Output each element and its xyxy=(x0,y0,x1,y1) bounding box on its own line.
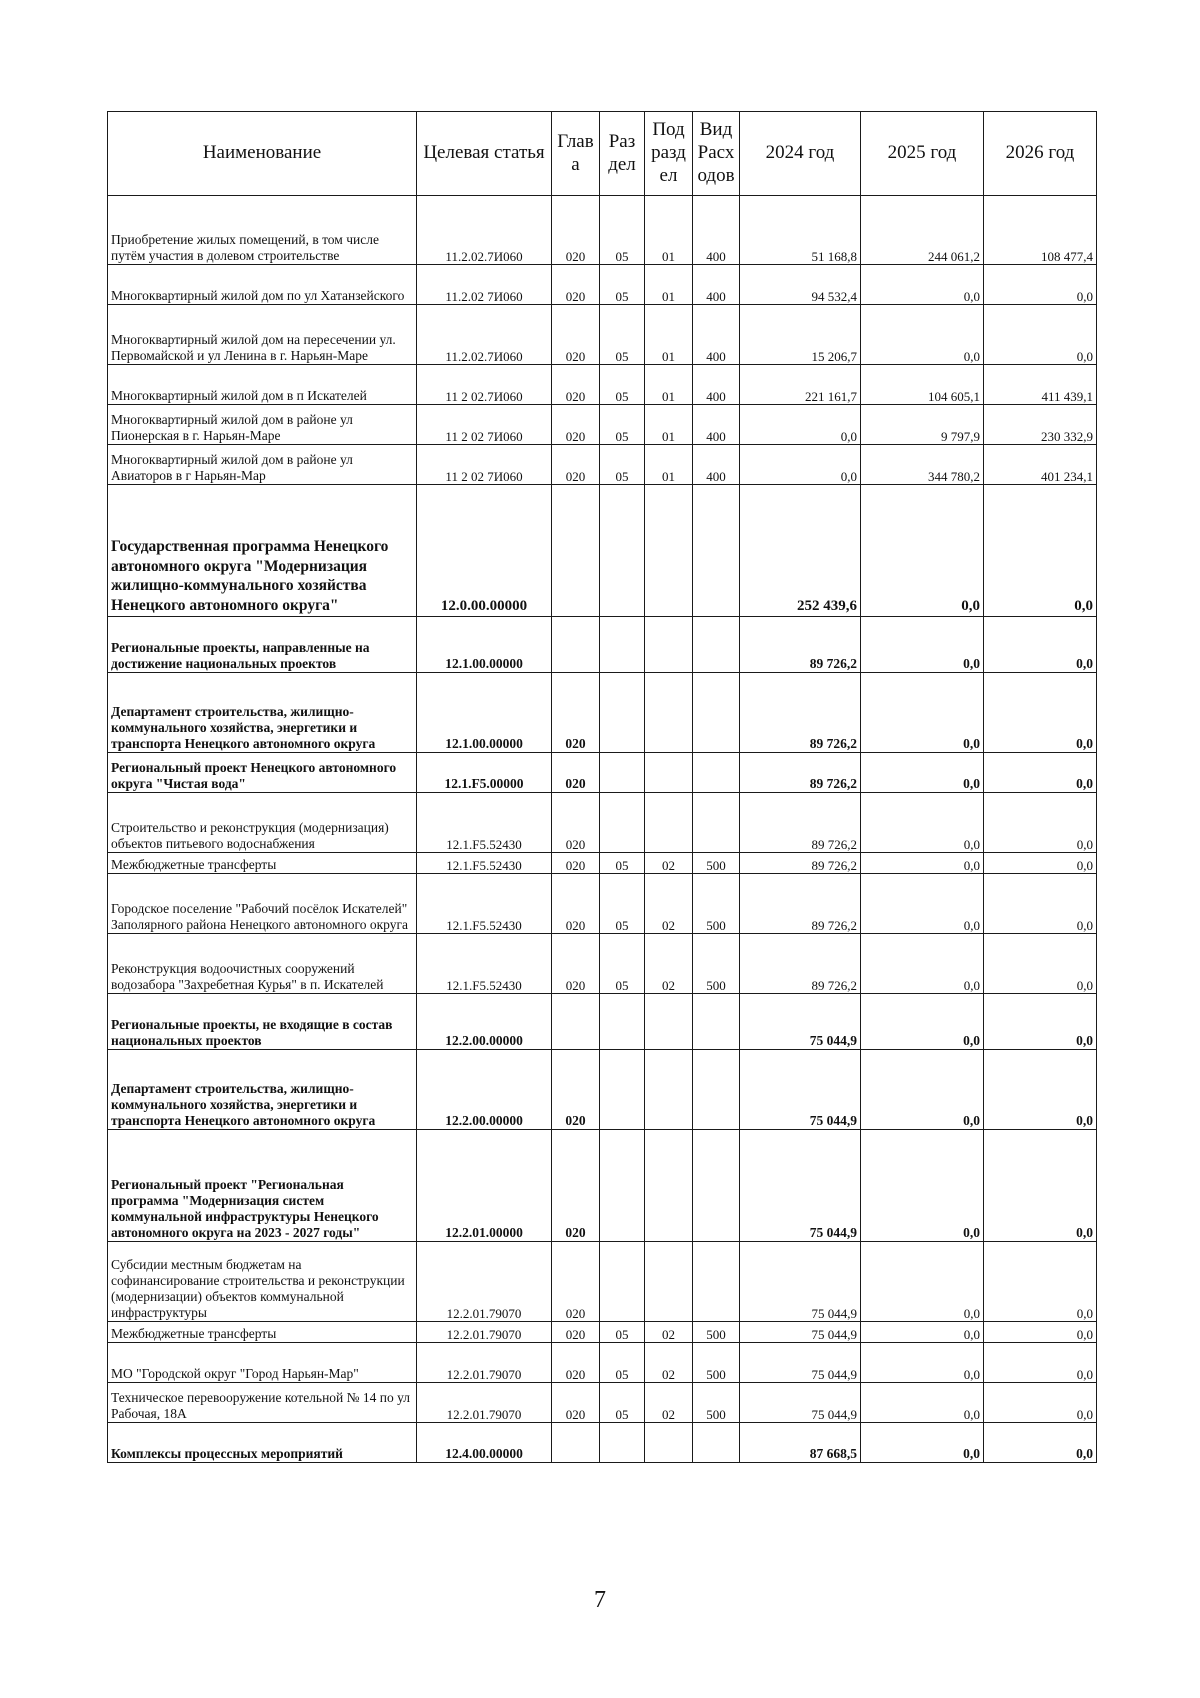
row-value-2024: 75 044,9 xyxy=(740,1343,861,1383)
row-subsection: 02 xyxy=(645,1322,693,1343)
row-expense-type: 400 xyxy=(693,305,740,365)
row-subsection xyxy=(645,1130,693,1242)
row-name: Техническое перевооружение котельной № 14 по ул Рабочая, 18А xyxy=(108,1383,417,1423)
row-value-2025: 0,0 xyxy=(861,994,984,1050)
row-expense-type xyxy=(693,1050,740,1130)
row-expense-type: 500 xyxy=(693,853,740,874)
row-subsection: 01 xyxy=(645,365,693,405)
row-section: 05 xyxy=(600,405,645,445)
row-value-2026: 0,0 xyxy=(984,1242,1097,1322)
row-chapter: 020 xyxy=(552,1050,600,1130)
header-year-2026: 2026 год xyxy=(984,112,1097,196)
row-name: Региональные проекты, не входящие в состав национальных проектов xyxy=(108,994,417,1050)
table-row xyxy=(108,405,1097,445)
table-row xyxy=(108,1322,1097,1343)
row-value-2026: 0,0 xyxy=(984,753,1097,793)
row-expense-type: 400 xyxy=(693,405,740,445)
row-subsection xyxy=(645,994,693,1050)
row-value-2024: 15 206,7 xyxy=(740,305,861,365)
row-value-2025: 0,0 xyxy=(861,673,984,753)
row-value-2025: 104 605,1 xyxy=(861,365,984,405)
row-subsection xyxy=(645,793,693,853)
row-article: 12.2.00.00000 xyxy=(417,1050,552,1130)
table-row xyxy=(108,196,1097,265)
row-value-2026: 411 439,1 xyxy=(984,365,1097,405)
row-section xyxy=(600,1423,645,1463)
row-expense-type: 500 xyxy=(693,874,740,934)
row-subsection xyxy=(645,1050,693,1130)
row-chapter: 020 xyxy=(552,445,600,485)
row-chapter: 020 xyxy=(552,196,600,265)
row-value-2025: 0,0 xyxy=(861,1343,984,1383)
row-chapter: 020 xyxy=(552,1130,600,1242)
row-article: 12.1.F5.52430 xyxy=(417,934,552,994)
row-value-2026: 0,0 xyxy=(984,853,1097,874)
row-chapter: 020 xyxy=(552,265,600,305)
row-article: 11 2 02.7И060 xyxy=(417,365,552,405)
row-article: 11 2 02 7И060 xyxy=(417,445,552,485)
row-value-2026: 0,0 xyxy=(984,485,1097,617)
row-article: 12.1.F5.52430 xyxy=(417,793,552,853)
row-value-2026: 401 234,1 xyxy=(984,445,1097,485)
row-name: Государственная программа Ненецкого автономного округа "Модернизация жилищно-коммунального хозяйства Ненецкого автономного округа" xyxy=(108,485,417,617)
row-value-2026: 0,0 xyxy=(984,874,1097,934)
row-value-2025: 0,0 xyxy=(861,1322,984,1343)
row-value-2024: 89 726,2 xyxy=(740,753,861,793)
row-subsection xyxy=(645,1242,693,1322)
table-row xyxy=(108,853,1097,874)
row-value-2025: 344 780,2 xyxy=(861,445,984,485)
row-section: 05 xyxy=(600,874,645,934)
row-section: 05 xyxy=(600,1343,645,1383)
row-name: Региональные проекты, направленные на достижение национальных проектов xyxy=(108,617,417,673)
row-section xyxy=(600,1050,645,1130)
table-row xyxy=(108,365,1097,405)
row-section: 05 xyxy=(600,365,645,405)
row-chapter: 020 xyxy=(552,934,600,994)
row-value-2025: 0,0 xyxy=(861,1242,984,1322)
row-article: 12.1.00.00000 xyxy=(417,617,552,673)
row-subsection: 02 xyxy=(645,934,693,994)
row-name: Региональный проект "Региональная программа "Модернизация систем коммунальной инфраструктуры Ненецкого автономного округа на 2023 - 2027 годы" xyxy=(108,1130,417,1242)
row-value-2025: 0,0 xyxy=(861,1050,984,1130)
row-article: 11.2.02 7И060 xyxy=(417,265,552,305)
table-row xyxy=(108,874,1097,934)
row-value-2024: 89 726,2 xyxy=(740,874,861,934)
row-expense-type xyxy=(693,1423,740,1463)
row-article: 12.2.01.00000 xyxy=(417,1130,552,1242)
row-name: Межбюджетные трансферты xyxy=(108,853,417,874)
row-name: Приобретение жилых помещений, в том числе путём участия в долевом строительстве xyxy=(108,196,417,265)
row-expense-type: 400 xyxy=(693,265,740,305)
row-article: 11.2.02.7И060 xyxy=(417,305,552,365)
row-value-2025: 244 061,2 xyxy=(861,196,984,265)
row-chapter xyxy=(552,994,600,1050)
row-subsection: 02 xyxy=(645,853,693,874)
header-name: Наименование xyxy=(108,112,417,196)
row-value-2026: 108 477,4 xyxy=(984,196,1097,265)
row-chapter: 020 xyxy=(552,753,600,793)
row-subsection: 02 xyxy=(645,874,693,934)
row-section xyxy=(600,1130,645,1242)
table-row xyxy=(108,1050,1097,1130)
table-row xyxy=(108,934,1097,994)
header-year-2024: 2024 год xyxy=(740,112,861,196)
row-section xyxy=(600,793,645,853)
row-value-2026: 230 332,9 xyxy=(984,405,1097,445)
row-chapter: 020 xyxy=(552,405,600,445)
row-value-2025: 0,0 xyxy=(861,793,984,853)
header-chapter: Глав а xyxy=(552,112,600,196)
row-subsection: 01 xyxy=(645,305,693,365)
row-value-2024: 75 044,9 xyxy=(740,1130,861,1242)
row-section: 05 xyxy=(600,196,645,265)
row-chapter: 020 xyxy=(552,1322,600,1343)
row-value-2026: 0,0 xyxy=(984,617,1097,673)
row-value-2024: 75 044,9 xyxy=(740,1322,861,1343)
row-name: Реконструкция водоочистных сооружений водозабора "Захребетная Курья" в п. Искателей xyxy=(108,934,417,994)
row-expense-type: 500 xyxy=(693,1322,740,1343)
row-value-2024: 75 044,9 xyxy=(740,1242,861,1322)
row-value-2025: 0,0 xyxy=(861,853,984,874)
row-subsection: 02 xyxy=(645,1343,693,1383)
row-section: 05 xyxy=(600,445,645,485)
row-value-2025: 0,0 xyxy=(861,305,984,365)
row-section xyxy=(600,1242,645,1322)
row-section: 05 xyxy=(600,1322,645,1343)
row-expense-type xyxy=(693,1242,740,1322)
row-value-2025: 0,0 xyxy=(861,753,984,793)
row-subsection xyxy=(645,485,693,617)
row-value-2026: 0,0 xyxy=(984,1383,1097,1423)
table-row xyxy=(108,994,1097,1050)
row-subsection: 01 xyxy=(645,196,693,265)
row-article: 12.0.00.00000 xyxy=(417,485,552,617)
row-value-2024: 75 044,9 xyxy=(740,1050,861,1130)
table-header-row xyxy=(108,112,1097,196)
row-value-2025: 0,0 xyxy=(861,1423,984,1463)
row-value-2024: 0,0 xyxy=(740,405,861,445)
header-section: Раз дел xyxy=(600,112,645,196)
page-number: 7 xyxy=(594,1587,606,1613)
row-expense-type: 500 xyxy=(693,1343,740,1383)
row-name: Многоквартирный жилой дом на пересечении ул. Первомайской и ул Ленина в г. Нарьян-Маре xyxy=(108,305,417,365)
row-expense-type xyxy=(693,793,740,853)
row-article: 12.2.01.79070 xyxy=(417,1343,552,1383)
row-subsection xyxy=(645,673,693,753)
table-body xyxy=(108,196,1097,1463)
row-expense-type xyxy=(693,673,740,753)
row-value-2026: 0,0 xyxy=(984,934,1097,994)
row-article: 12.2.00.00000 xyxy=(417,994,552,1050)
row-subsection xyxy=(645,617,693,673)
row-expense-type: 400 xyxy=(693,445,740,485)
row-section xyxy=(600,753,645,793)
row-value-2026: 0,0 xyxy=(984,1423,1097,1463)
row-expense-type: 400 xyxy=(693,196,740,265)
row-expense-type: 400 xyxy=(693,365,740,405)
row-section xyxy=(600,617,645,673)
row-article: 12.2.01.79070 xyxy=(417,1322,552,1343)
row-value-2024: 94 532,4 xyxy=(740,265,861,305)
row-value-2025: 0,0 xyxy=(861,934,984,994)
row-value-2024: 89 726,2 xyxy=(740,793,861,853)
row-section: 05 xyxy=(600,934,645,994)
budget-table xyxy=(107,111,1097,1463)
row-value-2024: 252 439,6 xyxy=(740,485,861,617)
row-value-2024: 75 044,9 xyxy=(740,994,861,1050)
row-name: Региональный проект Ненецкого автономного округа "Чистая вода" xyxy=(108,753,417,793)
row-value-2026: 0,0 xyxy=(984,1050,1097,1130)
row-value-2024: 75 044,9 xyxy=(740,1383,861,1423)
row-chapter: 020 xyxy=(552,793,600,853)
row-value-2024: 0,0 xyxy=(740,445,861,485)
row-value-2026: 0,0 xyxy=(984,265,1097,305)
row-name: МО "Городской округ "Город Нарьян-Мар" xyxy=(108,1343,417,1383)
row-chapter: 020 xyxy=(552,1383,600,1423)
row-name: Субсидии местным бюджетам на софинансирование строительства и реконструкции (модернизации) объектов коммунальной инфраструктуры xyxy=(108,1242,417,1322)
row-value-2024: 89 726,2 xyxy=(740,853,861,874)
row-value-2026: 0,0 xyxy=(984,305,1097,365)
row-expense-type xyxy=(693,1130,740,1242)
table-row xyxy=(108,793,1097,853)
row-article: 11.2.02.7И060 xyxy=(417,196,552,265)
row-value-2025: 0,0 xyxy=(861,265,984,305)
table-row xyxy=(108,673,1097,753)
row-subsection: 01 xyxy=(645,405,693,445)
row-value-2025: 0,0 xyxy=(861,485,984,617)
row-chapter: 020 xyxy=(552,853,600,874)
row-expense-type xyxy=(693,617,740,673)
row-chapter xyxy=(552,617,600,673)
row-subsection: 01 xyxy=(645,445,693,485)
row-name: Департамент строительства, жилищно-коммунального хозяйства, энергетики и транспорта Ненецкого автономного округа xyxy=(108,673,417,753)
row-section: 05 xyxy=(600,853,645,874)
row-chapter: 020 xyxy=(552,1242,600,1322)
row-chapter xyxy=(552,485,600,617)
row-name: Городское поселение "Рабочий посёлок Искателей" Заполярного района Ненецкого автономного округа xyxy=(108,874,417,934)
row-expense-type xyxy=(693,753,740,793)
row-chapter: 020 xyxy=(552,365,600,405)
row-name: Межбюджетные трансферты xyxy=(108,1322,417,1343)
row-name: Многоквартирный жилой дом по ул Хатанзейского xyxy=(108,265,417,305)
row-article: 12.4.00.00000 xyxy=(417,1423,552,1463)
row-name: Департамент строительства, жилищно-коммунального хозяйства, энергетики и транспорта Ненецкого автономного округа xyxy=(108,1050,417,1130)
row-value-2024: 87 668,5 xyxy=(740,1423,861,1463)
row-value-2025: 0,0 xyxy=(861,1383,984,1423)
row-name: Строительство и реконструкция (модернизация) объектов питьевого водоснабжения xyxy=(108,793,417,853)
row-section: 05 xyxy=(600,1383,645,1423)
row-name: Комплексы процессных мероприятий xyxy=(108,1423,417,1463)
row-section: 05 xyxy=(600,305,645,365)
row-value-2024: 89 726,2 xyxy=(740,673,861,753)
row-article: 12.1.F5.00000 xyxy=(417,753,552,793)
row-article: 12.2.01.79070 xyxy=(417,1383,552,1423)
row-value-2025: 0,0 xyxy=(861,1130,984,1242)
row-expense-type xyxy=(693,994,740,1050)
row-chapter: 020 xyxy=(552,874,600,934)
row-value-2026: 0,0 xyxy=(984,793,1097,853)
row-chapter: 020 xyxy=(552,305,600,365)
row-chapter: 020 xyxy=(552,673,600,753)
table-row xyxy=(108,617,1097,673)
row-value-2025: 0,0 xyxy=(861,617,984,673)
row-name: Многоквартирный жилой дом в районе ул Пионерская в г. Нарьян-Маре xyxy=(108,405,417,445)
row-section: 05 xyxy=(600,265,645,305)
row-name: Многоквартирный жилой дом в п Искателей xyxy=(108,365,417,405)
header-article: Целевая статья xyxy=(417,112,552,196)
row-subsection: 02 xyxy=(645,1383,693,1423)
row-section xyxy=(600,485,645,617)
table-row xyxy=(108,753,1097,793)
table-row xyxy=(108,305,1097,365)
table-row xyxy=(108,485,1097,617)
header-subsection: Под разд ел xyxy=(645,112,693,196)
row-section xyxy=(600,994,645,1050)
row-article: 12.1.F5.52430 xyxy=(417,874,552,934)
header-year-2025: 2025 год xyxy=(861,112,984,196)
row-value-2025: 9 797,9 xyxy=(861,405,984,445)
row-chapter: 020 xyxy=(552,1343,600,1383)
row-name: Многоквартирный жилой дом в районе ул Авиаторов в г Нарьян-Мар xyxy=(108,445,417,485)
row-section xyxy=(600,673,645,753)
table-row xyxy=(108,265,1097,305)
table-row xyxy=(108,1343,1097,1383)
table-row xyxy=(108,1423,1097,1463)
row-article: 11 2 02 7И060 xyxy=(417,405,552,445)
row-value-2024: 89 726,2 xyxy=(740,934,861,994)
row-subsection xyxy=(645,1423,693,1463)
row-expense-type: 500 xyxy=(693,934,740,994)
table-row xyxy=(108,1130,1097,1242)
table-row xyxy=(108,445,1097,485)
row-chapter xyxy=(552,1423,600,1463)
row-subsection: 01 xyxy=(645,265,693,305)
row-article: 12.2.01.79070 xyxy=(417,1242,552,1322)
row-value-2026: 0,0 xyxy=(984,1130,1097,1242)
row-value-2024: 221 161,7 xyxy=(740,365,861,405)
row-value-2026: 0,0 xyxy=(984,1322,1097,1343)
row-article: 12.1.F5.52430 xyxy=(417,853,552,874)
table-row xyxy=(108,1242,1097,1322)
row-subsection xyxy=(645,753,693,793)
table-row xyxy=(108,1383,1097,1423)
row-value-2024: 51 168,8 xyxy=(740,196,861,265)
row-value-2024: 89 726,2 xyxy=(740,617,861,673)
row-value-2025: 0,0 xyxy=(861,874,984,934)
header-expense-type: Вид Расх одов xyxy=(693,112,740,196)
row-value-2026: 0,0 xyxy=(984,673,1097,753)
row-expense-type xyxy=(693,485,740,617)
row-expense-type: 500 xyxy=(693,1383,740,1423)
row-value-2026: 0,0 xyxy=(984,1343,1097,1383)
row-value-2026: 0,0 xyxy=(984,994,1097,1050)
row-article: 12.1.00.00000 xyxy=(417,673,552,753)
